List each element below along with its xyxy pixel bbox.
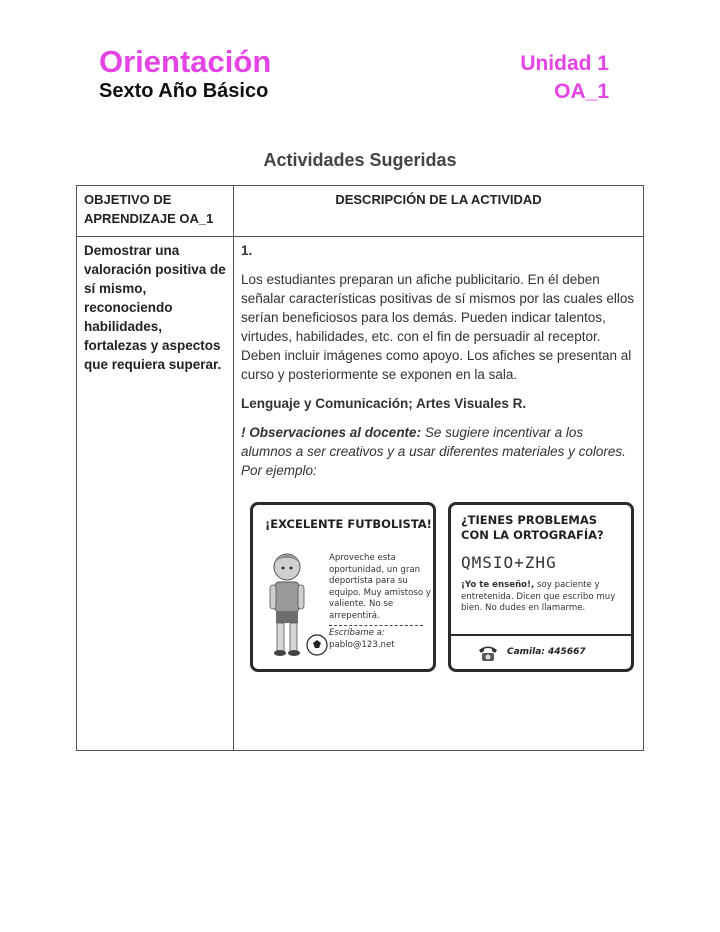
teach-bold: ¡Yo te enseño!, (461, 580, 535, 590)
teacher-observations (241, 423, 636, 480)
teach-text: soy paciente y entretenida. Dicen que escribo muy bien. No dudes en llamarme. (461, 580, 616, 613)
activities-table (76, 185, 644, 751)
description-cell (234, 237, 644, 751)
oa-label: OA_1 (554, 80, 609, 103)
grade-subtitle: Sexto Año Básico (99, 80, 269, 102)
subjects-line: Lenguaje y Comunicación; Artes Visuales R. (241, 396, 527, 411)
objective-column-header: OBJETIVO DE APRENDIZAJE OA_1 (77, 186, 234, 237)
example-posters (241, 498, 636, 688)
boy-with-ball-icon (263, 545, 329, 665)
telephone-icon (477, 644, 499, 662)
objective-cell: Demostrar una valoración positiva de sí mismo, reconociendo habilidades, fortalezas y aspectos que requiera superar. (77, 237, 234, 751)
unit-label: Unidad 1 (520, 52, 609, 75)
observations-text: Se sugiere incentivar a los alumnos a ser creativos y a usar diferentes materiales y colores. Por ejemplo: (241, 425, 626, 478)
section-title: Actividades Sugeridas (263, 150, 457, 170)
activity-description: Los estudiantes preparan un afiche publicitario. En él deben señalar características positivas de sí mismos por las cuales ellos serían beneficiosos para los demás. Pueden indicar talentos, virtudes, habilidades, etc. con el fin de persuadir al receptor. Deben incluir imágenes como apoyo. Los afiches se presentan al curso y posteriormente se exponen en la sala. (241, 272, 635, 382)
dashed-divider (329, 625, 423, 626)
description-column-header: DESCRIPCIÓN DE LA ACTIVIDAD (234, 186, 644, 237)
observations-label: ! Observaciones al docente: (241, 425, 422, 440)
write-label: Escríbame a: (329, 628, 385, 638)
football-poster-text (329, 553, 433, 651)
table-row (77, 237, 644, 751)
phone-contact: Camila: 445667 (507, 647, 586, 657)
football-poster-body: Aproveche esta oportunidad, un gran deportista para su equipo. Muy amistoso y valiente. No se arrepentirá. (329, 553, 431, 621)
football-poster-heading: ¡EXCELENTE FUTBOLISTA! (265, 517, 432, 531)
table-header-row (77, 186, 644, 237)
scrambled-letters: QMSIO+ZHG (461, 553, 557, 572)
activity-number: 1. (241, 243, 253, 258)
spelling-poster-text (451, 572, 631, 615)
phone-footer (451, 634, 631, 669)
spelling-poster-heading: ¿TIENES PROBLEMAS CON LA ORTOGRAFÍA? (461, 513, 604, 542)
spelling-poster (448, 502, 634, 672)
football-poster (250, 502, 436, 672)
page-title: Orientación (99, 44, 272, 79)
football-email: pablo@123.net (329, 639, 395, 650)
